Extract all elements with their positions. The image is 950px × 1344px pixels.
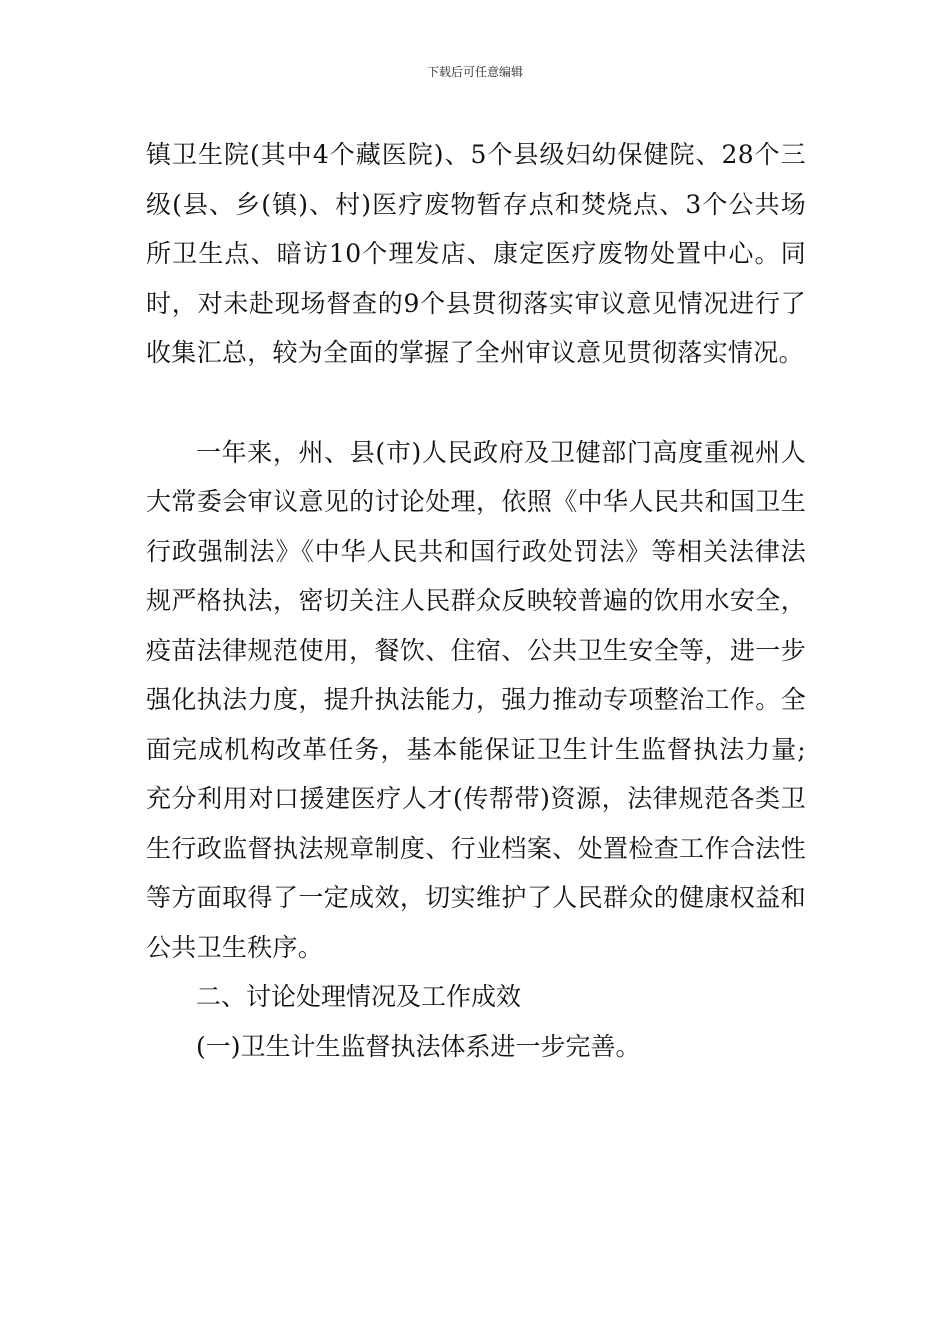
section-heading: 二、讨论处理情况及工作成效 [196,982,522,1011]
paragraph-summary: 一年来，州、县(市)人民政府及卫健部门高度重视州人大常委会审议意见的讨论处理，依照《中华人民共和国卫生行政强制法》《中华人民共和国行政处罚法》等相关法律法规严格执法，密切关注人民群众反映较普遍的饮用水安全，疫苗法律规范使用，餐饮、住宿、公共卫生安全等，进一步强化执法力度，提升执法能力，强力推动专项整治工作。全面完成机构改革任务，基本能保证卫生计生监督执法力量;充分利用对口援建医疗人才(传帮带)资源，法律规范各类卫生行政监督执法规章制度、行业档案、处置检查工作合法性等方面取得了一定成效，切实维护了人民群众的健康权益和公共卫生秩序。 [146,437,806,962]
document-body [146,130,806,1071]
page-header-note: 下载后可任意编辑 [426,65,523,79]
paragraph-continuation: 镇卫生院(其中4个藏医院)、5个县级妇幼保健院、28个三级(县、乡(镇)、村)医疗废物暂存点和焚烧点、3个公共场所卫生点、暗访10个理发店、康定医疗废物处置中心。同时，对未赴现场督查的9个县贯彻落实审议意见情况进行了收集汇总，较为全面的掌握了全州审议意见贯彻落实情况。 [146,140,806,367]
subsection-heading: (一)卫生计生监督执法体系进一步完善。 [196,1031,641,1061]
